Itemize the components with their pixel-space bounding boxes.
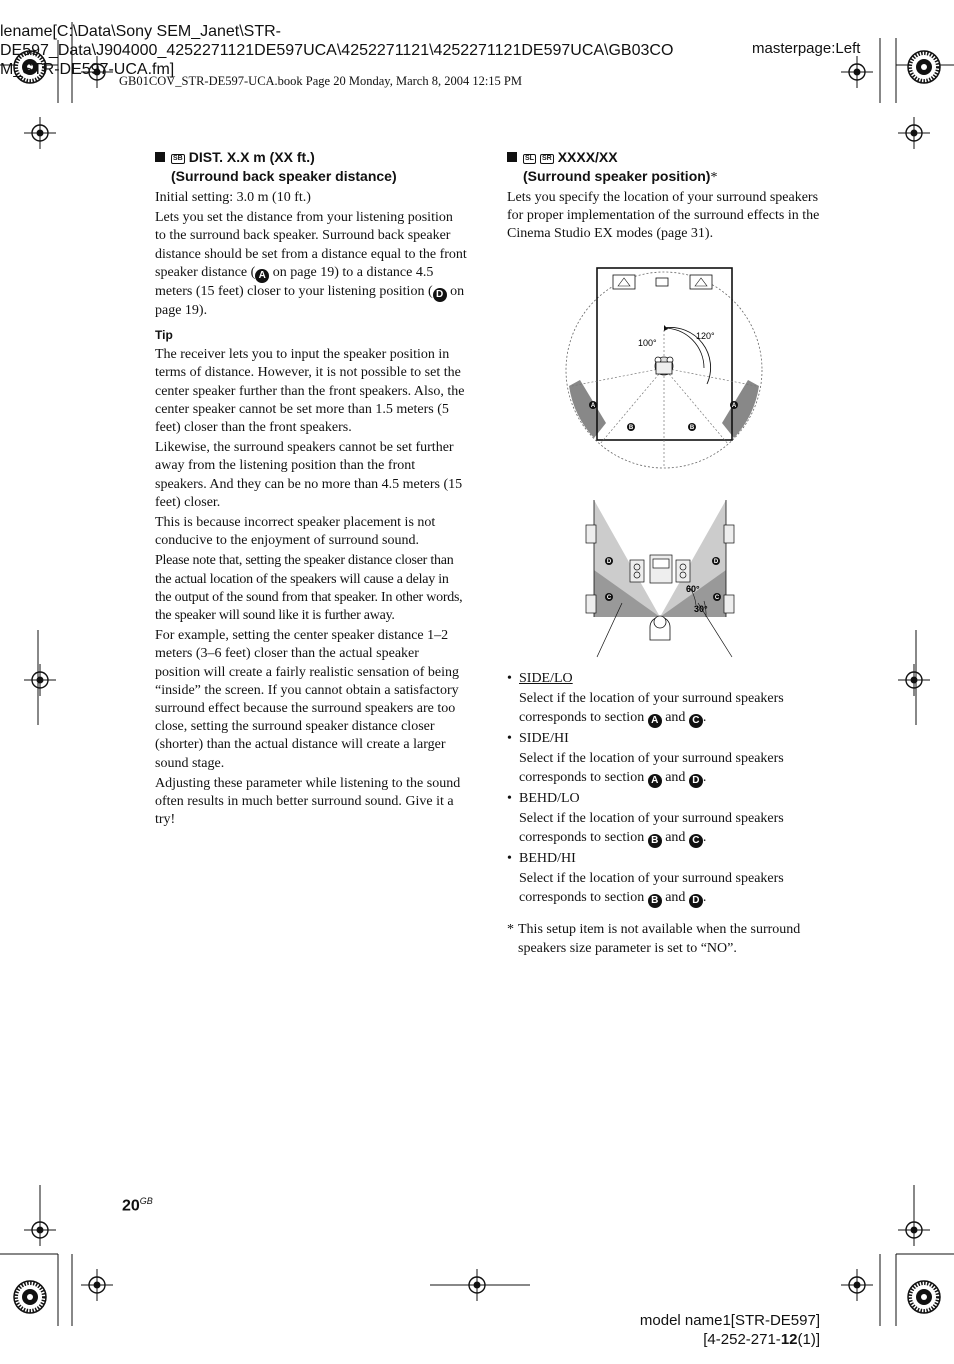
circle-d-icon: D — [433, 288, 447, 302]
page-number: $20^{GB}$ — [122, 1196, 153, 1215]
option-name: SIDE/HI — [519, 731, 569, 746]
section-d-marker-left: D — [606, 559, 612, 565]
option-description: Select if the location of your surround speakers corresponds to section — [519, 750, 784, 785]
initial-setting: Initial setting: 3.0 m (10 ft.) — [155, 190, 311, 205]
option-item: • SIDE/LO Select if the location of your surround speakers corresponds to section A and C . — [507, 671, 784, 726]
section-a-marker-left: A — [590, 403, 596, 409]
book-info-line: GB01COV_STR-DE597-UCA.book Page 20 Monday, March 8, 2004 12:15 PM — [119, 74, 522, 88]
tip-paragraph: Please note that, setting the speaker distance closer than the actual location of the speakers will cause a delay in the output of the sound from that speaker. In other words, the speaker will sound like it is further away. — [155, 553, 463, 624]
model-info — [600, 1311, 820, 1349]
tip-paragraph: For example, setting the center speaker distance 1–2 meters (3–6 feet) closer than the actual speaker position will create a fairly realistic sensation of being “inside” the screen. If you cannot obtain a satisfactory surround effect because the surround speakers are too close, setting the surround speaker distance closer (shorter) than the actual distance will create a larger sound stage. — [155, 628, 460, 771]
left-column — [155, 148, 467, 832]
option-description: Select if the location of your surround speakers corresponds to section — [519, 810, 784, 845]
option-item: • SIDE/HI Select if the location of your surround speakers corresponds to section A and D . — [507, 731, 784, 786]
option-description: Select if the location of your surround speakers corresponds to section — [519, 870, 784, 905]
section-a-marker-right: A — [731, 403, 737, 409]
file-path-header — [0, 22, 674, 79]
model-line2: [4-252-271-12(1)] — [703, 1331, 820, 1348]
section-b-marker-left: B — [628, 425, 634, 431]
options-list — [507, 669, 817, 909]
heading-line2: (Surround speaker position) — [523, 168, 711, 184]
angle-label-120: 120° — [696, 331, 715, 341]
option-name: BEHD/LO — [519, 791, 580, 806]
angle-label-60: 60° — [686, 584, 700, 594]
intro-paragraph: Lets you specify the location of your surround speakers for proper implementation of the surround effects in the Cinema Studio EX modes (page 31). — [507, 190, 820, 242]
right-column-top — [507, 148, 822, 246]
tip-label: Tip — [155, 328, 173, 343]
section-heading-surround-position — [507, 148, 822, 187]
page-number-suffix: GB — [139, 1196, 153, 1206]
circle-a-icon: A — [648, 774, 662, 788]
speaker-height-diagram — [580, 495, 740, 660]
section-heading-sb-distance — [155, 148, 467, 186]
circle-c-icon: C — [689, 834, 703, 848]
option-name: SIDE/LO — [519, 671, 573, 686]
tip-paragraph: The receiver lets you to input the speaker position in terms of distance. However, it is not possible to set the center speaker further than the front speakers. Also, the center speaker cannot be set more than 1.5 meters (5 feet) closer than the front speakers. — [155, 347, 465, 436]
section-c-marker-left: C — [606, 595, 612, 601]
circle-d-icon: D — [689, 774, 703, 788]
section-b-marker-right: B — [689, 425, 695, 431]
file-path-line: M_STR-DE597-UCA.fm] — [0, 61, 175, 78]
option-description: Select if the location of your surround speakers corresponds to section — [519, 690, 784, 725]
heading-asterisk: * — [710, 170, 718, 185]
model-line1: model name1[STR-DE597] — [639, 1312, 820, 1329]
circle-a-icon: A — [648, 714, 662, 728]
heading-line2: (Surround back speaker distance) — [171, 168, 397, 184]
circle-d-icon: D — [689, 894, 703, 908]
section-d-marker-right: D — [713, 559, 719, 565]
option-item: • BEHD/LO Select if the location of your surround speakers corresponds to section B and C . — [507, 791, 784, 846]
description-paragraph: Lets you set the distance from your listening position to the surround back speaker. Surround back speaker distance should be set from a distance equal to the front speaker distance ( A on page 19) to a distance 4.5 meters (15 feet) closer to your listening position ( D on page 19). — [155, 210, 467, 318]
heading-line1: DIST. X.X m (XX ft.) — [188, 149, 315, 165]
sb-speaker-icon: SB — [173, 155, 183, 162]
option-name: BEHD/HI — [519, 851, 576, 866]
footnote-asterisk: * — [507, 922, 514, 937]
tip-paragraph: Adjusting these parameter while listening to the sound often results in much better surround sound. Give it a try! — [155, 775, 461, 828]
circle-b-icon: B — [648, 894, 662, 908]
angle-label-30: 30° — [694, 604, 708, 614]
tip-paragraph: Likewise, the surround speakers cannot be set further away from the listening position than the front speakers. And they can be no more than 4.5 meters (15 feet) closer. — [155, 440, 463, 510]
file-path-line: DE597_Data\J904000_4252271121DE597UCA\4252271121\4252271121DE597UCA\GB03CO — [0, 42, 674, 59]
heading-line1: XXXX/XX — [557, 149, 618, 165]
tip-paragraph: This is because incorrect speaker placement is not conducive to the enjoyment of surround sound. — [155, 515, 436, 549]
sr-speaker-icon: SR — [541, 155, 552, 162]
angle-label-100: 100° — [638, 338, 657, 348]
circle-c-icon: C — [689, 714, 703, 728]
sl-speaker-icon: SL — [525, 155, 534, 162]
circle-a-icon: A — [255, 269, 269, 283]
footnote-text: This setup item is not available when the surround speakers size parameter is set to “NO”. — [518, 922, 801, 956]
square-bullet-icon — [507, 152, 517, 162]
option-item: • BEHD/HI Select if the location of your surround speakers corresponds to section B and D . — [507, 851, 784, 906]
square-bullet-icon — [155, 152, 165, 162]
footnote — [507, 920, 817, 958]
circle-b-icon: B — [648, 834, 662, 848]
file-path-line: lename[C:\Data\Sony SEM_Janet\STR- — [0, 23, 282, 40]
masterpage-label: masterpage:Left — [752, 40, 861, 57]
section-c-marker-right: C — [714, 595, 720, 601]
speaker-position-diagram-top — [560, 262, 770, 474]
